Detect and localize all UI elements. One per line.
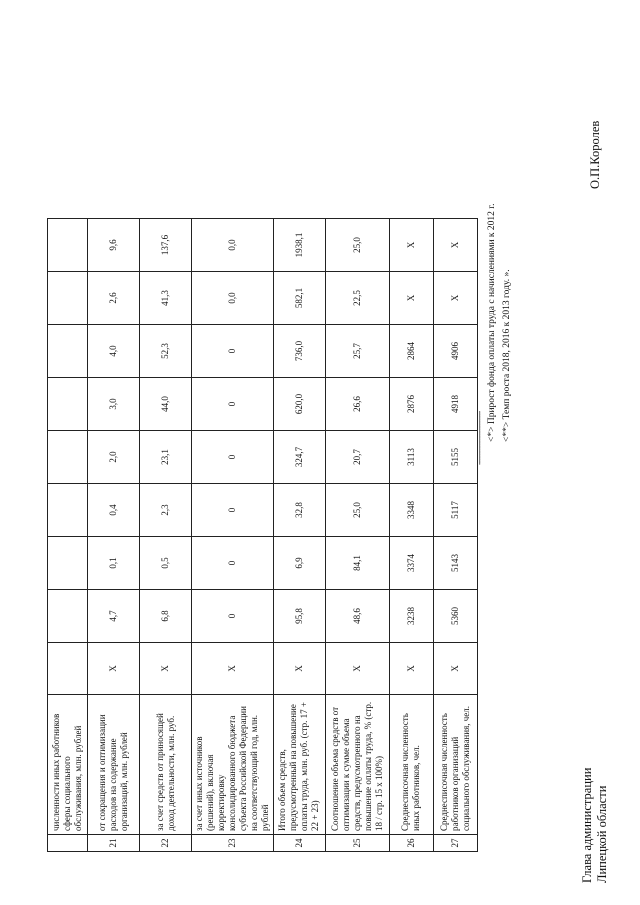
table-cell: 20,7	[325, 431, 389, 484]
row-label: Соотношение объема средств от оптимизации к сумме объема средств, предусмотренного на повышение оплаты труда, % (стр. 18 / стр. 15 х 100%)	[325, 695, 389, 835]
table-cell	[48, 643, 88, 695]
row-number	[48, 835, 88, 852]
table-cell	[48, 484, 88, 537]
row-label: за счет средств от приносящей доход деятельности, млн. руб.	[140, 695, 192, 835]
table-row	[325, 219, 389, 852]
table-cell: 0	[192, 431, 274, 484]
table-cell: 0	[192, 378, 274, 431]
table-cell	[48, 431, 88, 484]
table-cell: 5117	[433, 484, 477, 537]
signature-title-line2: Липецкой области	[594, 785, 609, 883]
row-label: Среднесписочная численность иных работников, чел.	[389, 695, 433, 835]
table-cell: 0	[192, 325, 274, 378]
table-cell: 0	[192, 537, 274, 590]
table-cell: 0,1	[88, 537, 140, 590]
table-cell: 5155	[433, 431, 477, 484]
table-cell: 3348	[389, 484, 433, 537]
table-cell: X	[433, 643, 477, 695]
table-row	[140, 219, 192, 852]
table-cell: 95,8	[273, 590, 325, 643]
signature-title-line1: Глава администрации	[580, 767, 594, 883]
table-cell: 137,6	[140, 219, 192, 272]
table-cell: 6,8	[140, 590, 192, 643]
signature-name: О.П.Королев	[588, 120, 602, 189]
table-cell: 25,7	[325, 325, 389, 378]
table-row	[273, 219, 325, 852]
table-cell: 41,3	[140, 272, 192, 325]
table-cell: 9,6	[88, 219, 140, 272]
table-cell	[48, 219, 88, 272]
row-number: 27	[433, 835, 477, 852]
table-cell: 4918	[433, 378, 477, 431]
table-cell	[48, 272, 88, 325]
table-cell: 0	[192, 590, 274, 643]
table-cell	[48, 537, 88, 590]
table-cell: 3238	[389, 590, 433, 643]
table-cell: 0,0	[192, 272, 274, 325]
table-cell: X	[433, 219, 477, 272]
table-cell: 4,0	[88, 325, 140, 378]
signature-title	[580, 768, 610, 883]
row-label: Среднесписочная численность работников организаций социального обслуживания, чел.	[433, 695, 477, 835]
data-table	[47, 218, 478, 852]
row-number: 24	[273, 835, 325, 852]
table-cell: 4906	[433, 325, 477, 378]
table-cell: 5143	[433, 537, 477, 590]
table-cell: 25,0	[325, 219, 389, 272]
table-cell: X	[273, 643, 325, 695]
table-cell: 582,1	[273, 272, 325, 325]
table-cell	[48, 325, 88, 378]
table-cell: 25,0	[325, 484, 389, 537]
table-cell: 0,5	[140, 537, 192, 590]
row-label: численности иных работников сферы социального обслуживания, млн. рублей	[48, 695, 88, 835]
table-cell: X	[88, 643, 140, 695]
table-cell	[48, 378, 88, 431]
table-cell: X	[325, 643, 389, 695]
table-cell: 22,5	[325, 272, 389, 325]
table-cell: X	[140, 643, 192, 695]
footnote-1: <*> Прирост фонда оплаты труда с начислениями к 2012 г.	[487, 203, 497, 442]
row-number: 21	[88, 835, 140, 852]
row-number: 26	[389, 835, 433, 852]
table-cell: 2,3	[140, 484, 192, 537]
table-cell: 52,3	[140, 325, 192, 378]
table-cell: 1938,1	[273, 219, 325, 272]
table-cell: 84,1	[325, 537, 389, 590]
table-cell: 2,6	[88, 272, 140, 325]
table-cell: 0,4	[88, 484, 140, 537]
table-cell: 5360	[433, 590, 477, 643]
table-row	[88, 219, 140, 852]
table-cell: 2876	[389, 378, 433, 431]
row-label: Итого объем средств, предусмотренный на повышение оплаты труда, млн. руб. (стр. 17 + 22 + 23)	[273, 695, 325, 835]
table-cell: 0	[192, 484, 274, 537]
table-cell: X	[389, 643, 433, 695]
table-cell: 48,6	[325, 590, 389, 643]
table-row	[389, 219, 433, 852]
table-cell: 2864	[389, 325, 433, 378]
table-cell: X	[389, 272, 433, 325]
table-row	[433, 219, 477, 852]
table-cell: 44,0	[140, 378, 192, 431]
row-label: от сокращения и оптимизации расходов на содержание организаций, млн. рублей	[88, 695, 140, 835]
row-number: 22	[140, 835, 192, 852]
table-cell: 3,0	[88, 378, 140, 431]
table-cell: 3374	[389, 537, 433, 590]
table-cell: 23,1	[140, 431, 192, 484]
table-cell: 6,9	[273, 537, 325, 590]
footnote-2: <**> Темп роста 2018, 2016 к 2013 году. ».	[502, 269, 512, 442]
table-cell: X	[192, 643, 274, 695]
row-number: 23	[192, 835, 274, 852]
table-cell: 3113	[389, 431, 433, 484]
table-cell: X	[433, 272, 477, 325]
table-cell: 324,7	[273, 431, 325, 484]
row-label: за счет иных источников (решений), включая корректировку консолидированного бюджета субъекта Российской Федерации на соответствующий год, млн. рублей	[192, 695, 274, 835]
row-number: 25	[325, 835, 389, 852]
table-cell: 0,0	[192, 219, 274, 272]
table-cell: 26,6	[325, 378, 389, 431]
footnote-separator: --------------------------------	[475, 411, 484, 465]
table-cell: 2,0	[88, 431, 140, 484]
table-cell: 620,0	[273, 378, 325, 431]
table-cell: 32,8	[273, 484, 325, 537]
table-cell	[48, 590, 88, 643]
table-cell: 736,0	[273, 325, 325, 378]
table-cell: X	[389, 219, 433, 272]
table-cell: 4,7	[88, 590, 140, 643]
table-row	[192, 219, 274, 852]
table-row	[48, 219, 88, 852]
